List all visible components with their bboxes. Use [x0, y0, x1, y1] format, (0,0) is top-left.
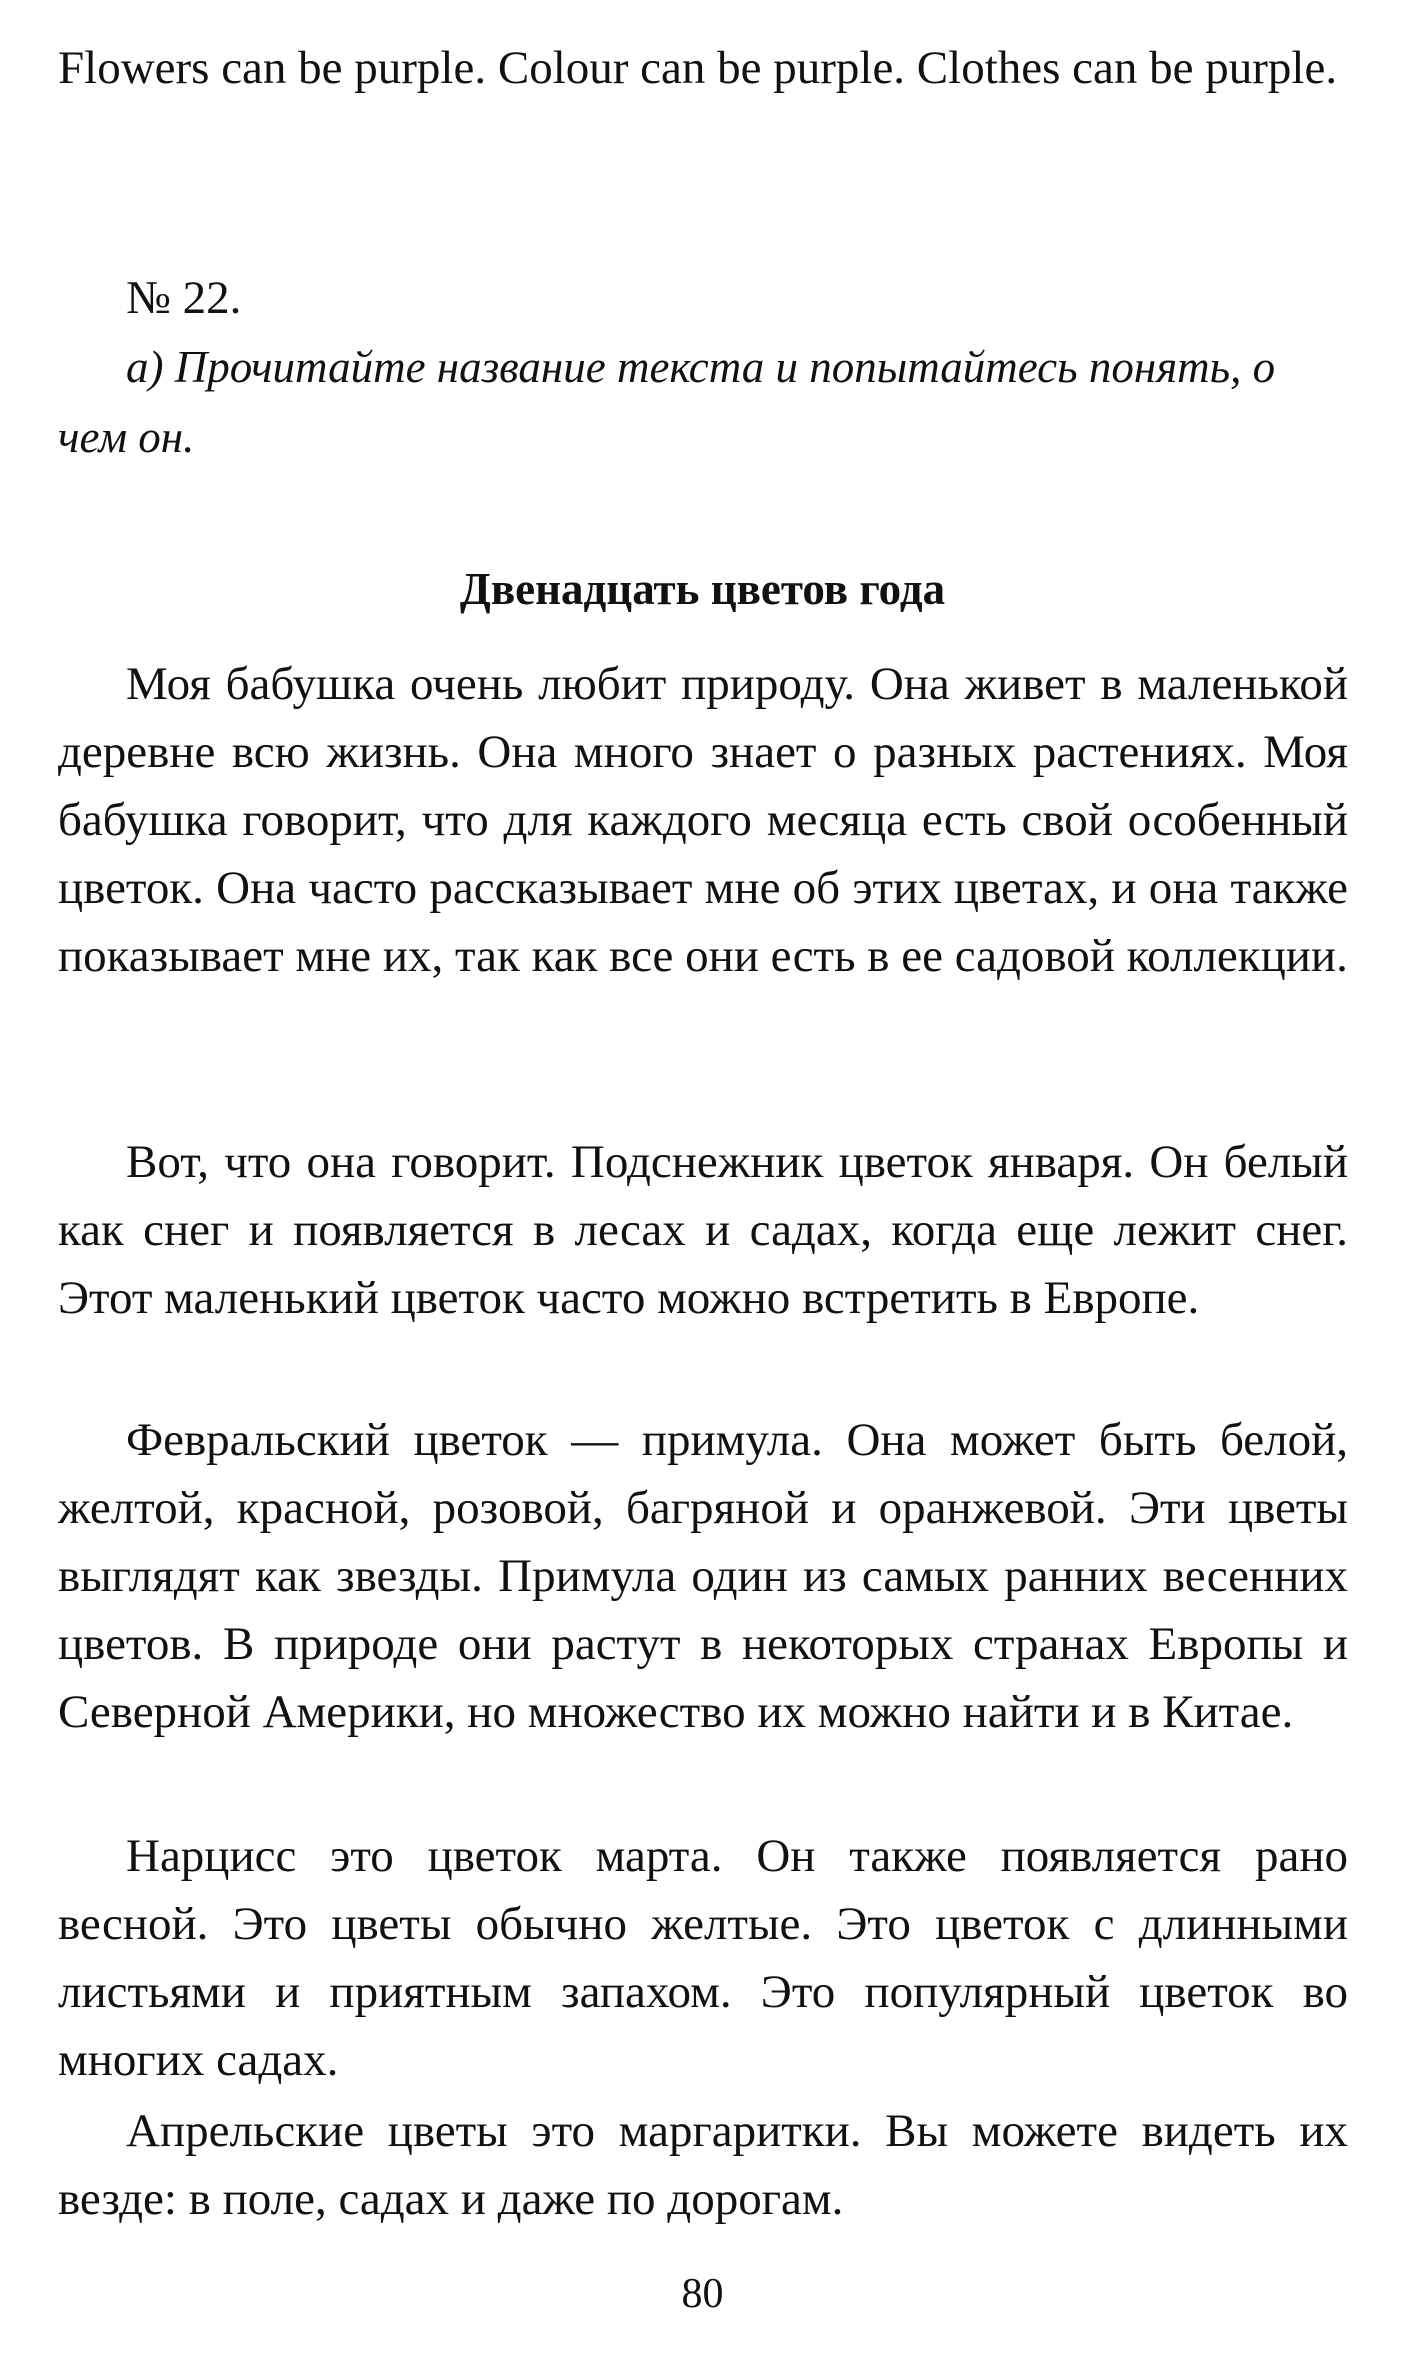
article-paragraph: Моя бабушка очень любит природу. Она живет в маленькой деревне всю жизнь. Она много знает о разных растениях. Моя бабушка говорит, что для каждого месяца есть свой особенный цветок. Она часто рассказывает мне об этих цветах, и она также показывает мне их, так как все они есть в ее садовой коллекции.: [58, 658, 1348, 982]
article-paragraph: Апрельские цветы это маргаритки. Вы можете видеть их везде: в поле, садах и даже по дорогам.: [58, 2105, 1348, 2225]
article-paragraph: Нарцисс это цветок марта. Он также появляется рано весной. Это цветы обычно желтые. Это цветок с длинными листьями и приятным запахом. Это популярный цветок во многих садах.: [58, 1830, 1348, 2086]
article-title: Двенадцать цветов года: [459, 564, 946, 614]
intro-text: Flowers can be purple. Colour can be purple. Clothes can be purple.: [58, 42, 1338, 94]
article-paragraph: Февральский цветок — примула. Она может быть белой, желтой, красной, розовой, багряной и оранжевой. Эти цветы выглядят как звезды. Примула один из самых ранних весенних цветов. В природе они растут в некоторых странах Европы и Северной Америки, но множество их можно найти и в Китае.: [58, 1414, 1348, 1738]
article-paragraph: Вот, что она говорит. Подснежник цветок января. Он белый как снег и появляется в лесах и садах, когда еще лежит снег. Этот маленький цветок часто можно встретить в Европе.: [58, 1136, 1348, 1324]
page-number: 80: [681, 2271, 724, 2317]
exercise-number: № 22.: [126, 272, 242, 324]
exercise-task: а) Прочитайте название текста и попытайтесь понять, о чем он.: [58, 342, 1276, 462]
